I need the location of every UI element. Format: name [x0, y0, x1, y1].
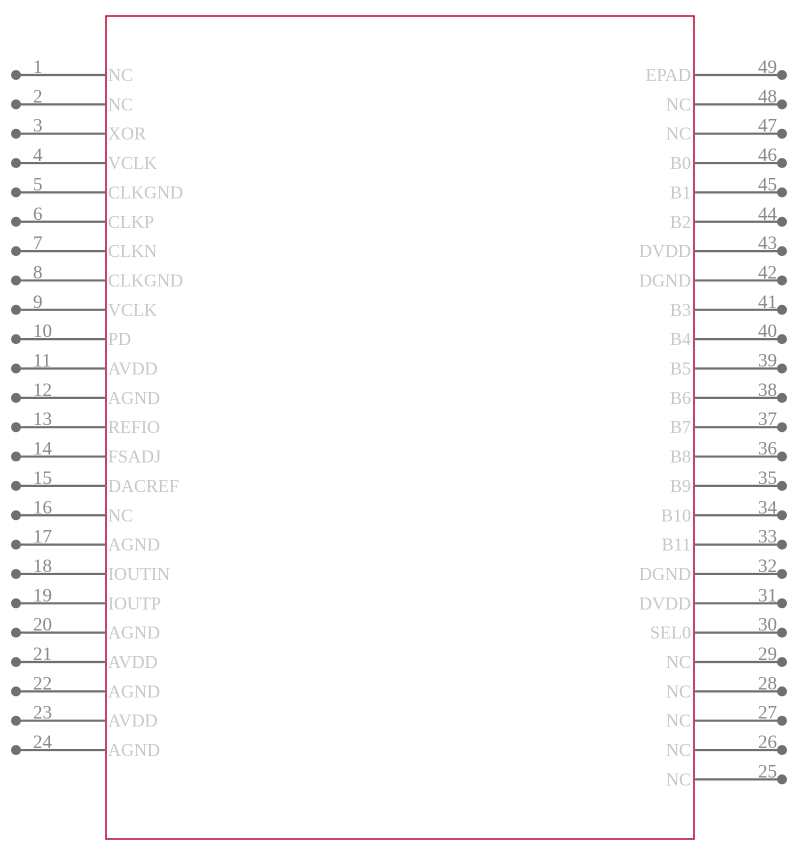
pin-terminal-dot [11, 275, 21, 285]
pin-number: 16 [33, 497, 52, 519]
pin-name: B9 [669, 475, 691, 496]
pin-number: 32 [758, 555, 777, 577]
pin-number: 33 [758, 526, 777, 548]
pin-terminal-dot [11, 745, 21, 755]
pin-terminal-dot [777, 657, 787, 667]
pin-number: 3 [33, 115, 43, 137]
pin-terminal-dot [777, 334, 787, 344]
pin-terminal-dot [11, 481, 21, 491]
pin-terminal-dot [777, 70, 787, 80]
pin-terminal-dot [777, 774, 787, 784]
pin-terminal-dot [777, 393, 787, 403]
pin-45 [670, 174, 787, 202]
pin-terminal-dot [777, 275, 787, 285]
pin-number: 15 [33, 467, 52, 489]
pin-name: NC [665, 710, 691, 731]
pin-terminal-dot [777, 217, 787, 227]
pin-24 [11, 732, 160, 760]
pin-name: B8 [669, 446, 691, 467]
pin-name: AGND [108, 622, 160, 643]
pin-name: NC [665, 681, 691, 702]
pin-terminal-dot [11, 217, 21, 227]
pin-number: 30 [758, 614, 777, 636]
pin-3 [11, 116, 146, 144]
pin-13 [11, 409, 160, 437]
pin-number: 11 [33, 350, 52, 372]
pin-number: 14 [33, 438, 52, 460]
pin-number: 28 [758, 673, 777, 695]
pin-name: IOUTIN [108, 563, 170, 584]
pin-17 [11, 527, 160, 555]
pin-terminal-dot [11, 540, 21, 550]
pin-number: 45 [758, 174, 777, 196]
pin-number: 1 [33, 57, 43, 78]
left-pin-group [11, 57, 183, 760]
pin-number: 18 [33, 555, 52, 577]
pin-25 [666, 761, 787, 789]
pin-terminal-dot [777, 569, 787, 579]
pin-22 [11, 673, 160, 701]
pin-name: VCLK [108, 153, 157, 174]
pin-number: 8 [33, 262, 43, 284]
pin-47 [666, 116, 787, 144]
pin-2 [11, 86, 133, 114]
pin-name: DVDD [639, 593, 691, 614]
pin-name: CLKP [108, 211, 155, 232]
pin-name: XOR [108, 123, 147, 144]
pin-terminal-dot [777, 510, 787, 520]
pin-43 [639, 233, 787, 261]
pin-terminal-dot [11, 422, 21, 432]
pin-number: 23 [33, 702, 52, 724]
pin-name: DGND [639, 270, 691, 291]
pin-terminal-dot [11, 187, 21, 197]
pin-name: NC [665, 652, 691, 672]
pin-number: 10 [33, 321, 52, 343]
pin-number: 49 [758, 57, 777, 78]
pin-38 [670, 380, 787, 408]
pin-terminal-dot [11, 364, 21, 374]
pin-terminal-dot [777, 129, 787, 139]
pin-terminal-dot [11, 569, 21, 579]
pin-number: 38 [758, 379, 777, 401]
pin-name: AVDD [108, 652, 158, 672]
pin-42 [639, 262, 787, 290]
pin-terminal-dot [777, 540, 787, 550]
pin-number: 17 [33, 526, 52, 548]
pin-number: 24 [33, 732, 52, 754]
pin-number: 19 [33, 585, 52, 607]
pin-number: 47 [758, 115, 777, 137]
pin-number: 46 [758, 145, 777, 167]
pin-41 [670, 292, 787, 320]
pin-name: PD [108, 329, 132, 350]
right-pin-group [639, 57, 787, 789]
pin-number: 29 [758, 644, 777, 665]
pin-31 [639, 585, 787, 613]
pin-26 [666, 732, 787, 760]
pin-number: 31 [758, 585, 777, 607]
pin-name: B5 [669, 358, 691, 379]
pin-name: DACREF [108, 475, 180, 496]
pin-number: 13 [33, 409, 52, 431]
pin-name: B6 [669, 387, 691, 408]
pin-name: AGND [108, 387, 160, 408]
pin-terminal-dot [777, 452, 787, 462]
pin-number: 41 [758, 291, 777, 313]
pin-44 [670, 204, 787, 232]
pin-49 [646, 57, 787, 85]
pin-36 [670, 439, 787, 467]
pin-number: 7 [33, 233, 43, 255]
pin-name: NC [665, 123, 691, 144]
pin-name: DGND [639, 563, 691, 584]
pin-terminal-dot [777, 716, 787, 726]
pin-terminal-dot [11, 305, 21, 315]
pin-terminal-dot [11, 246, 21, 256]
ic-body-outline [106, 16, 694, 839]
pin-34 [661, 497, 787, 525]
pin-number: 40 [758, 321, 777, 343]
pin-terminal-dot [11, 129, 21, 139]
pin-name: SEL0 [649, 622, 691, 643]
pin-number: 27 [758, 702, 777, 724]
pin-number: 21 [33, 644, 52, 665]
pin-number: 25 [758, 761, 777, 783]
pin-terminal-dot [11, 686, 21, 696]
pin-11 [11, 351, 158, 379]
pin-terminal-dot [777, 686, 787, 696]
pin-name: B10 [660, 505, 691, 526]
pin-name: B7 [669, 417, 691, 438]
pin-27 [666, 703, 787, 731]
pin-7 [11, 233, 157, 261]
pin-39 [670, 351, 787, 379]
pin-name: AGND [108, 681, 160, 702]
pin-30 [650, 615, 787, 643]
pin-number: 12 [33, 379, 52, 401]
pin-name: VCLK [108, 299, 157, 320]
pin-9 [11, 292, 157, 320]
pin-name: NC [108, 505, 134, 526]
pin-terminal-dot [11, 70, 21, 80]
pin-33 [662, 527, 787, 555]
pin-number: 43 [758, 233, 777, 255]
pin-name: DVDD [639, 241, 691, 262]
pin-46 [670, 145, 787, 173]
pin-terminal-dot [777, 481, 787, 491]
pin-number: 42 [758, 262, 777, 284]
pin-name: IOUTP [108, 593, 161, 614]
pin-name: B3 [669, 299, 691, 320]
pin-terminal-dot [11, 716, 21, 726]
pin-number: 4 [33, 145, 43, 167]
pin-terminal-dot [777, 187, 787, 197]
pin-terminal-dot [777, 745, 787, 755]
pin-terminal-dot [11, 393, 21, 403]
pin-terminal-dot [11, 510, 21, 520]
pin-10 [11, 321, 131, 349]
pin-28 [666, 673, 787, 701]
pin-number: 37 [758, 409, 777, 431]
pin-4 [11, 145, 157, 173]
pin-terminal-dot [777, 598, 787, 608]
pin-number: 39 [758, 350, 777, 372]
pin-number: 35 [758, 467, 777, 489]
pin-8 [11, 262, 183, 290]
pin-18 [11, 556, 170, 584]
pin-terminal-dot [11, 334, 21, 344]
pin-terminal-dot [11, 657, 21, 667]
pin-number: 9 [33, 291, 43, 313]
pin-terminal-dot [11, 99, 21, 109]
pin-name: AGND [108, 740, 160, 761]
pin-terminal-dot [11, 598, 21, 608]
pin-name: B2 [669, 211, 691, 232]
pin-terminal-dot [777, 305, 787, 315]
pin-32 [639, 556, 787, 584]
pin-terminal-dot [777, 246, 787, 256]
pin-15 [11, 468, 179, 496]
pin-name: CLKGND [108, 182, 183, 203]
pin-name: AVDD [108, 710, 158, 731]
pin-terminal-dot [777, 422, 787, 432]
pin-name: EPAD [645, 65, 691, 85]
pin-name: NC [665, 740, 691, 761]
pin-20 [11, 615, 160, 643]
pin-name: B4 [669, 329, 691, 350]
pin-number: 2 [33, 86, 43, 108]
pin-37 [670, 409, 787, 437]
pin-name: NC [665, 769, 691, 790]
pin-23 [11, 703, 158, 731]
pin-name: NC [108, 65, 134, 85]
pin-name: FSADJ [108, 446, 162, 467]
pin-21 [11, 644, 158, 672]
pin-terminal-dot [11, 452, 21, 462]
pin-terminal-dot [777, 628, 787, 638]
pin-number: 6 [33, 203, 43, 225]
pin-name: NC [108, 94, 134, 115]
pin-number: 5 [33, 174, 43, 196]
pin-number: 44 [758, 203, 777, 225]
pin-40 [670, 321, 787, 349]
pin-terminal-dot [11, 628, 21, 638]
pin-name: B11 [661, 534, 691, 555]
pin-terminal-dot [11, 158, 21, 168]
pin-35 [670, 468, 787, 496]
pin-19 [11, 585, 161, 613]
pin-48 [666, 86, 787, 114]
pin-name: CLKN [108, 241, 157, 262]
pin-name: NC [665, 94, 691, 115]
pin-terminal-dot [777, 99, 787, 109]
pin-name: REFIO [108, 417, 161, 438]
pin-6 [11, 204, 154, 232]
pin-number: 48 [758, 86, 777, 108]
pin-name: AVDD [108, 358, 158, 379]
pin-terminal-dot [777, 364, 787, 374]
pin-name: B1 [669, 182, 691, 203]
pin-29 [666, 644, 787, 672]
pin-number: 20 [33, 614, 52, 636]
pin-terminal-dot [777, 158, 787, 168]
pin-number: 26 [758, 732, 777, 754]
pin-number: 36 [758, 438, 777, 460]
pin-name: AGND [108, 534, 160, 555]
pin-name: CLKGND [108, 270, 183, 291]
pin-number: 22 [33, 673, 52, 695]
pin-1 [11, 57, 133, 85]
pin-name: B0 [669, 153, 691, 174]
pin-14 [11, 439, 161, 467]
pin-number: 34 [758, 497, 777, 519]
pin-12 [11, 380, 160, 408]
pin-5 [11, 174, 183, 202]
pin-16 [11, 497, 133, 525]
